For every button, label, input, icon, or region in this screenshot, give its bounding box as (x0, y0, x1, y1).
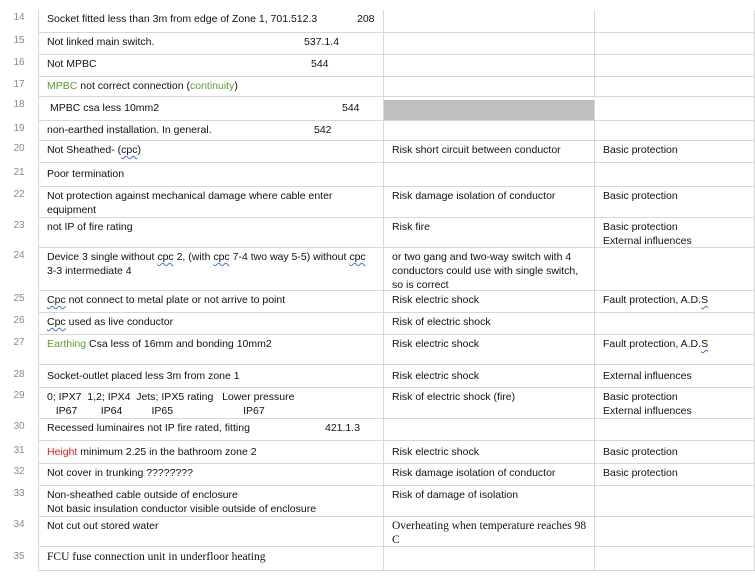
issue-text: Not linked main switch. (47, 36, 155, 48)
issue-text (47, 337, 272, 351)
table-row (0, 121, 755, 141)
highlight-term: Height (47, 446, 78, 458)
text-segment: not connect to metal plate or not arrive to point (65, 294, 286, 306)
issue-text (47, 250, 375, 278)
issue-text: Not MPBC (47, 58, 97, 70)
text-segment: Fault protection, A.D. (603, 338, 702, 350)
risk-text: Risk of damage of isolation (392, 489, 519, 501)
regulation-ref: 421.1.3 (325, 422, 361, 434)
issue-text: Not protection against mechanical damage where cable enter equipment (47, 190, 333, 216)
issue-text (47, 143, 141, 157)
line-number: 27 (13, 337, 25, 348)
text-segment: used as live conductor (65, 316, 174, 328)
line-number: 18 (13, 99, 25, 110)
table-row (0, 77, 755, 97)
line-number: 34 (13, 519, 25, 530)
risk-text: Risk electric shock (392, 446, 479, 458)
line-number: 28 (13, 369, 25, 380)
risk-text: Risk of electric shock (392, 316, 491, 328)
spellcheck-word: cpc (213, 251, 230, 263)
line-number: 35 (13, 551, 25, 562)
issue-text: Socket fitted less than 3m from edge of Zone 1, 701.512.3 (47, 13, 318, 25)
protection-text (603, 293, 708, 307)
issue-text (47, 79, 238, 93)
text-segment: ) (137, 144, 141, 156)
regulation-ref: 544 (311, 58, 329, 70)
risk-text: Risk of electric shock (fire) (392, 391, 516, 403)
protection-text: Basic protection (603, 391, 678, 403)
spellcheck-word: Cpc (47, 316, 66, 328)
spellcheck-word: cpc (349, 251, 366, 263)
line-number: 16 (13, 57, 25, 68)
line-number: 21 (13, 167, 25, 178)
spellcheck-word: cpc (157, 251, 174, 263)
issue-text: Not cover in trunking ???????? (47, 467, 193, 479)
risk-text: Risk electric shock (392, 338, 479, 350)
table-row (0, 335, 755, 365)
protection-text: External influences (603, 235, 692, 247)
issue-text: FCU fuse connection unit in underfloor heating (47, 551, 266, 563)
line-number: 20 (13, 143, 25, 154)
spellcheck-word: S (701, 338, 709, 350)
table-row (0, 486, 755, 517)
protection-text: Basic protection (603, 446, 678, 458)
table-row (0, 141, 755, 163)
regulation-ref: 542 (314, 124, 332, 136)
issue-text (47, 445, 257, 459)
risk-text: or two gang and two-way switch with 4 conductors could use with single switch, so is correct (392, 251, 579, 291)
risk-text: Overheating when temperature reaches 98 C (392, 520, 587, 546)
table-row (0, 464, 755, 486)
table-row (0, 248, 755, 291)
risk-text: Risk short circuit between conductor (392, 144, 561, 156)
issue-text: Not basic insulation conductor visible outside of enclosure (47, 503, 317, 515)
text-segment: 7-4 two way 5-5) without (229, 251, 350, 263)
line-number: 24 (13, 250, 25, 261)
regulation-ref: 544 (342, 102, 360, 114)
issue-text: Poor termination (47, 168, 125, 180)
risk-text: Risk electric shock (392, 370, 479, 382)
line-number: 14 (13, 12, 25, 23)
issue-text: 0; IPX7 1,2; IPX4 Jets; IPX5 rating Lower pressure (47, 391, 295, 403)
line-number: 22 (13, 189, 25, 200)
protection-text: Basic protection (603, 144, 678, 156)
text-segment: 3-3 intermediate 4 (47, 265, 132, 277)
line-number: 32 (13, 466, 25, 477)
highlight-term: continuity (189, 80, 235, 92)
table-row (0, 419, 755, 441)
text-segment: 2, (with (173, 251, 214, 263)
spellcheck-word: cpc (121, 144, 138, 156)
line-number: 25 (13, 293, 25, 304)
risk-text: Risk damage isolation of conductor (392, 190, 556, 202)
line-number: 19 (13, 123, 25, 134)
table-row (0, 218, 755, 248)
table-row (0, 365, 755, 388)
table-row (0, 97, 755, 121)
issue-text (47, 293, 285, 307)
table-row (0, 547, 755, 571)
issue-text: non-earthed installation. In general. (47, 124, 212, 136)
line-number: 15 (13, 35, 25, 46)
line-number: 29 (13, 390, 25, 401)
shaded-cell (384, 100, 595, 121)
line-number: 31 (13, 445, 25, 456)
highlight-term: MPBC (47, 80, 78, 92)
table-row (0, 33, 755, 55)
spellcheck-word: Cpc (47, 294, 66, 306)
risk-text: Risk fire (392, 221, 430, 233)
protection-text: External influences (603, 370, 692, 382)
issue-text: IP67 IP64 IP65 IP67 (47, 405, 265, 417)
line-number: 23 (13, 220, 25, 231)
line-number: 26 (13, 315, 25, 326)
protection-text: Basic protection (603, 190, 678, 202)
highlight-term: Earthing (47, 338, 87, 350)
issue-text: Recessed luminaires not IP fire rated, fitting (47, 422, 250, 434)
text-segment: not correct connection ( (77, 80, 190, 92)
text-segment: minimum 2.25 in the bathroom zone 2 (77, 446, 257, 458)
issue-text: Not cut out stored water (47, 520, 159, 532)
table-row (0, 441, 755, 464)
protection-text (603, 337, 708, 351)
line-number: 17 (13, 79, 25, 90)
table-row (0, 10, 755, 33)
table-row (0, 163, 755, 187)
regulation-ref: 208 (357, 13, 375, 25)
issue-text: MPBC csa less 10mm2 (50, 102, 160, 114)
text-segment: Device 3 single without (47, 251, 158, 263)
protection-text: Basic protection (603, 467, 678, 479)
text-segment: Fault protection, A.D. (603, 294, 702, 306)
line-number: 30 (13, 421, 25, 432)
table-row (0, 55, 755, 77)
text-segment: ) (234, 80, 238, 92)
issue-text: not IP of fire rating (47, 221, 133, 233)
protection-text: Basic protection (603, 221, 678, 233)
regulation-ref: 537.1.4 (304, 36, 340, 48)
table-row (0, 517, 755, 547)
issue-text (47, 315, 173, 329)
issue-text: Socket-outlet placed less 3m from zone 1 (47, 370, 240, 382)
protection-text: External influences (603, 405, 692, 417)
line-number: 33 (13, 488, 25, 499)
table-row (0, 187, 755, 218)
text-segment: Csa less of 16mm and bonding 10mm2 (86, 338, 272, 350)
risk-text: Risk electric shock (392, 294, 479, 306)
table-row (0, 388, 755, 419)
text-segment: Not Sheathed- ( (47, 144, 122, 156)
risk-text: Risk damage isolation of conductor (392, 467, 556, 479)
table-row (0, 291, 755, 313)
issue-text: Non-sheathed cable outside of enclosure (47, 489, 238, 501)
spellcheck-word: S (701, 294, 709, 306)
table-row (0, 313, 755, 335)
